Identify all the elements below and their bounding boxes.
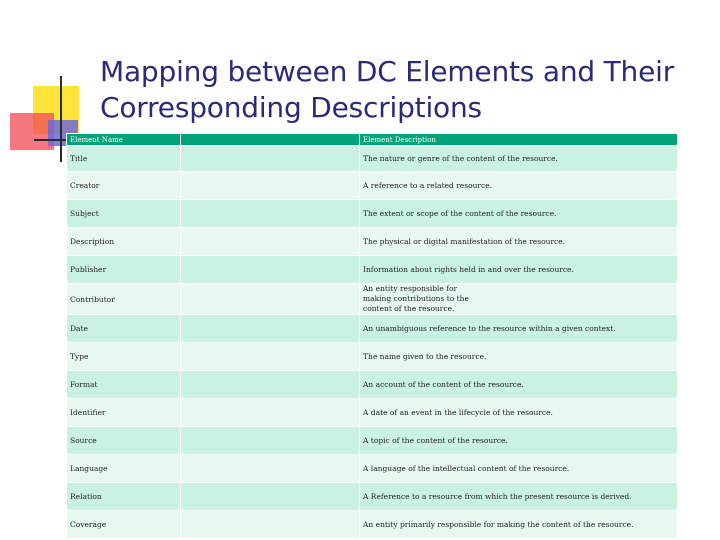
- element-description: An unambiguous reference to the resource within a given context.: [360, 315, 678, 343]
- header-element-description: Element Description: [360, 134, 678, 146]
- element-name: Source: [67, 427, 181, 455]
- element-name: Coverage: [67, 511, 181, 539]
- element-name: Subject: [67, 200, 181, 228]
- dc-elements-table: [66, 133, 678, 539]
- element-description: An account of the content of the resource.: [360, 371, 678, 399]
- element-description: The physical or digital manifestation of the resource.: [360, 228, 678, 256]
- element-name: Language: [67, 455, 181, 483]
- element-description: A reference to a related resource.: [360, 172, 678, 200]
- element-description: A language of the intellectual content of the resource.: [360, 455, 678, 483]
- blank-cell: [181, 256, 360, 284]
- table-row: [67, 399, 678, 427]
- element-description: A Reference to a resource from which the present resource is derived.: [360, 483, 678, 511]
- table-row: [67, 284, 678, 315]
- table-header-row: [67, 134, 678, 146]
- table-row: [67, 427, 678, 455]
- table-row: [67, 146, 678, 172]
- table-row: [67, 455, 678, 483]
- blank-cell: [181, 483, 360, 511]
- table-row: [67, 483, 678, 511]
- element-name: Contributor: [67, 284, 181, 315]
- blank-cell: [181, 284, 360, 315]
- blank-cell: [181, 371, 360, 399]
- element-name: Description: [67, 228, 181, 256]
- element-description: A topic of the content of the resource.: [360, 427, 678, 455]
- element-name: Identifier: [67, 399, 181, 427]
- element-description: The nature or genre of the content of the resource.: [360, 146, 678, 172]
- blank-cell: [181, 511, 360, 539]
- element-description: Information about rights held in and over the resource.: [360, 256, 678, 284]
- blank-cell: [181, 200, 360, 228]
- table-row: [67, 343, 678, 371]
- element-name: Type: [67, 343, 181, 371]
- element-name: Relation: [67, 483, 181, 511]
- table-row: [67, 511, 678, 539]
- blank-cell: [181, 315, 360, 343]
- table-row: [67, 200, 678, 228]
- element-description: The name given to the resource.: [360, 343, 678, 371]
- table-row: [67, 371, 678, 399]
- element-name: Publisher: [67, 256, 181, 284]
- element-name: Date: [67, 315, 181, 343]
- element-description: An entity responsible for making contributions to the content of the resource.: [360, 284, 678, 315]
- element-name: Title: [67, 146, 181, 172]
- blank-cell: [181, 427, 360, 455]
- blank-cell: [181, 455, 360, 483]
- slide-title: Mapping between DC Elements and Their Corresponding Descriptions: [100, 55, 675, 124]
- element-name: Format: [67, 371, 181, 399]
- element-description: A date of an event in the lifecycle of the resource.: [360, 399, 678, 427]
- header-element-name: Element Name: [67, 134, 181, 146]
- header-blank: [181, 134, 360, 146]
- blank-cell: [181, 172, 360, 200]
- table-row: [67, 256, 678, 284]
- table-row: [67, 315, 678, 343]
- blank-cell: [181, 146, 360, 172]
- table-row: [67, 172, 678, 200]
- element-name: Creator: [67, 172, 181, 200]
- table-row: [67, 228, 678, 256]
- blank-cell: [181, 228, 360, 256]
- decor-vertical-line: [60, 76, 62, 162]
- blank-cell: [181, 399, 360, 427]
- element-description: The extent or scope of the content of the resource.: [360, 200, 678, 228]
- blank-cell: [181, 343, 360, 371]
- element-description: An entity primarily responsible for making the content of the resource.: [360, 511, 678, 539]
